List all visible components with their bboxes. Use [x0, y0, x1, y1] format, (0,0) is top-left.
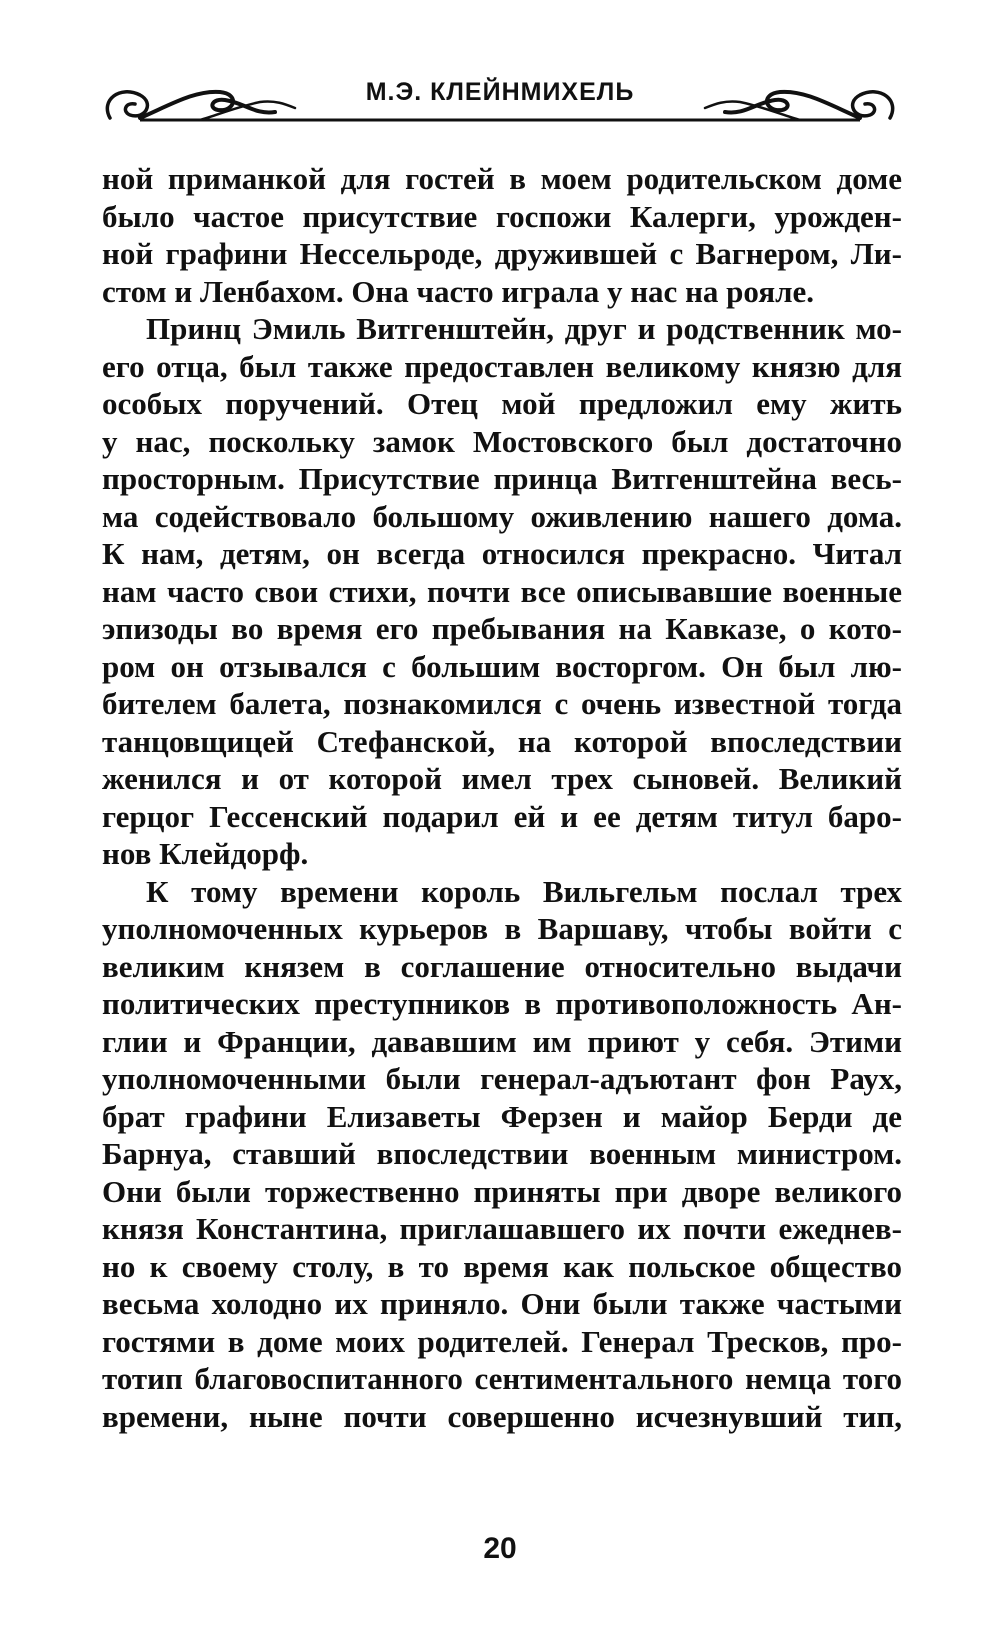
- text-line: князя Константина, приглашавшего их почти ежеднев-: [102, 1211, 902, 1246]
- text-line: ной графини Нессельроде, дружившей с Вагнером, Ли-: [102, 236, 902, 271]
- text-line: великим князем в соглашение относительно выдачи: [102, 948, 902, 984]
- text-line: ной приманкой для гостей в моем родительском доме: [102, 161, 902, 196]
- text-line: стом и Ленбахом. Она часто играла у нас на рояле.: [102, 273, 815, 309]
- text-line: весьма холодно их приняло. Они были также частыми: [102, 1286, 902, 1321]
- running-header: [100, 70, 900, 150]
- text-line: глии и Франции, дававшим им приют у себя. Этими: [102, 1023, 902, 1059]
- text-line: Они были торжественно приняты при дворе великого: [102, 1173, 902, 1209]
- text-line: Принц Эмиль Витгенштейн, друг и родственник мо-: [146, 311, 902, 346]
- paragraph: [102, 160, 902, 310]
- body-text: [102, 160, 902, 1435]
- text-line: его отца, был также предоставлен великому князю для: [102, 348, 902, 384]
- text-line: брат графини Елизаветы Ферзен и майор Берди де: [102, 1098, 902, 1134]
- text-line: времени, ныне почти совершенно исчезнувший тип,: [102, 1398, 902, 1434]
- text-line: танцовщицей Стефанской, на которой впоследствии: [102, 723, 902, 759]
- running-title: М.Э. КЛЕЙНМИХЕЛЬ: [365, 78, 635, 106]
- text-line: особых поручений. Отец мой предложил ему жить: [102, 386, 902, 421]
- text-line: женился и от которой имел трех сыновей. Великий: [102, 761, 902, 796]
- paragraph: [102, 310, 902, 873]
- text-line: герцог Гессенский подарил ей и ее детям титул баро-: [102, 798, 902, 834]
- text-line: у нас, поскольку замок Мостовского был достаточно: [102, 423, 902, 459]
- text-line: политических преступников в противоположность Ан-: [102, 986, 902, 1021]
- text-line: тотип благовоспитанного сентиментального немца того: [102, 1361, 902, 1396]
- text-line: бителем балета, познакомился с очень известной тогда: [102, 686, 902, 721]
- text-line: гостями в доме моих родителей. Генерал Тресков, про-: [102, 1323, 902, 1359]
- text-line: уполномоченными были генерал-адъютант фон Раух,: [102, 1061, 902, 1096]
- text-line: уполномоченных курьеров в Варшаву, чтобы войти с: [102, 911, 902, 946]
- text-line: К нам, детям, он всегда относился прекрасно. Читал: [102, 536, 902, 571]
- text-line: нам часто свои стихи, почти все описывавшие военные: [102, 573, 902, 609]
- text-line: ма содействовало большому оживлению нашего дома.: [102, 498, 902, 534]
- text-line: К тому времени король Вильгельм послал трех: [146, 873, 902, 909]
- text-line: эпизоды во время его пребывания на Кавказе, о кото-: [102, 611, 902, 646]
- text-line: ром он отзывался с большим восторгом. Он был лю-: [102, 648, 902, 684]
- paragraph: [102, 873, 902, 1436]
- text-line: но к своему столу, в то время как польское общество: [102, 1248, 902, 1284]
- page-number: 20: [483, 1532, 517, 1565]
- text-line: просторным. Присутствие принца Витгенштейна весь-: [102, 461, 902, 496]
- text-line: нов Клейдорф.: [102, 836, 309, 871]
- text-line: Барнуа, ставший впоследствии военным министром.: [102, 1136, 902, 1171]
- text-line: было частое присутствие госпожи Калерги, урожден-: [102, 198, 902, 234]
